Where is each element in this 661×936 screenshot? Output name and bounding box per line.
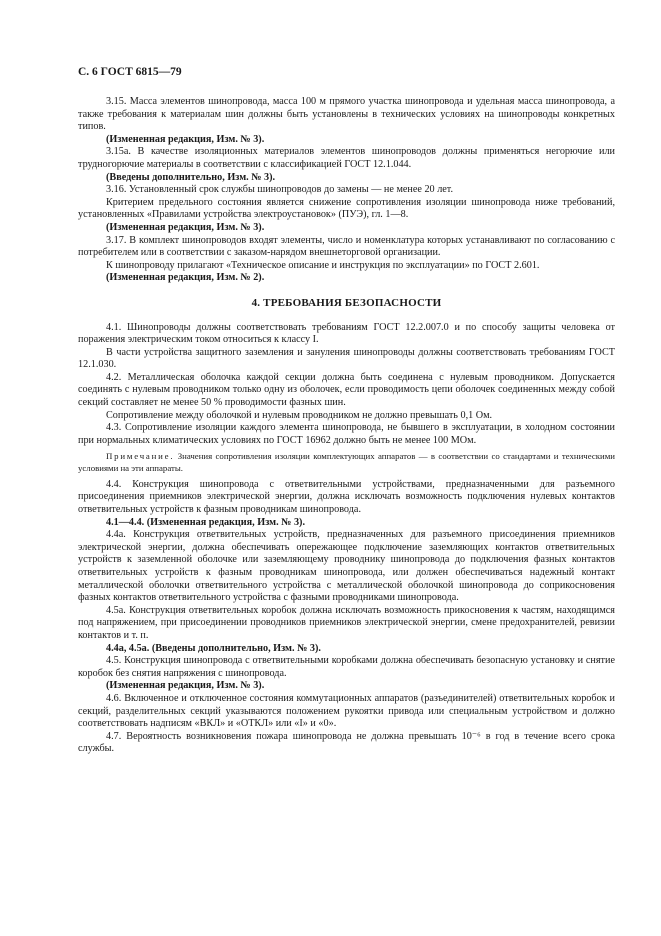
amendment-note: 4.4а, 4.5а. (Введены дополнительно, Изм. № 3). — [106, 642, 321, 654]
paragraph-4-6: 4.6. Включенное и отключенное состояния коммутационных аппаратов (разъединителей) ответвительных коробок и секций, разделительных секций указываются положением рукоятки привода или специальным устройством и должно соответствовать надписям «ВКЛ» и «ОТКЛ» или «I» и «0». — [78, 692, 615, 730]
paragraph-3-16: 3.16. Установленный срок службы шинопроводов до замены — не менее 20 лет. — [106, 184, 454, 196]
paragraph-4-1-grounding: В части устройства защитного заземления и зануления шинопроводы должны соответствовать требованиям ГОСТ 12.1.030. — [78, 346, 615, 371]
amendment-note: (Измененная редакция, Изм. № 3). — [106, 680, 265, 692]
paragraph-4-5a: 4.5а. Конструкция ответвительных коробок должна исключать возможность прикосновения к частям, находящимся под напряжением, при присоединении проводников приемников электрической энергии, смене предохранителей, ревизии контактов и т. п. — [78, 604, 615, 641]
paragraph-3-17-docs: К шинопроводу прилагают «Техническое описание и инструкция по эксплуатации» по ГОСТ 2.601. — [106, 259, 540, 271]
paragraph-4-2-resistance: Сопротивление между оболочкой и нулевым проводником не должно превышать 0,1 Ом. — [106, 409, 493, 421]
note — [78, 451, 615, 473]
paragraph-3-17: 3.17. В комплект шинопроводов входят элементы, число и номенклатура которых устанавливают по согласованию с потребителем или в соответствии с заказом-нарядом внешнеторговой организации. — [78, 234, 615, 259]
paragraph-4-7: 4.7. Вероятность возникновения пожара шинопровода не должна превышать 10⁻⁶ в год в течение всего срока службы. — [78, 730, 615, 755]
note-label: Примечание. — [106, 451, 175, 462]
paragraph-4-1: 4.1. Шинопроводы должны соответствовать требованиям ГОСТ 12.2.007.0 и по способу защиты человека от поражения электрическим током относиться к классу I. — [78, 321, 615, 346]
paragraph-4-4: 4.4. Конструкция шинопровода с ответвительными устройствами, предназначенными для разъемного присоединения приемников электрической энергии, должна исключать возможность подключения нулевых контактов ответвительных устройств к фазным проводникам шинопровода. — [78, 478, 615, 516]
note-text: Значения сопротивления изоляции комплектующих аппаратов — в соответствии со стандартами и техническими условиями на эти аппараты. — [78, 451, 615, 473]
amendment-note: 4.1—4.4. (Измененная редакция, Изм. № 3). — [106, 516, 305, 528]
paragraph-4-3: 4.3. Сопротивление изоляции каждого элемента шинопровода, не бывшего в эксплуатации, в холодном состоянии при нормальных климатических условиях по ГОСТ 16962 должно быть не менее 100 МОм. — [78, 422, 615, 446]
paragraph-3-16-criterion: Критерием предельного состояния является снижение сопротивления изоляции шинопровода ниже требований, установленных «Правилами устройства электроустановок» (ПУЭ), гл. 1—8. — [78, 196, 615, 221]
paragraph-3-15: 3.15. Масса элементов шинопровода, масса 100 м прямого участка шинопровода и удельная масса шинопровода, а также требования к материалам шин должны быть установлены в технических условиях на шинопроводы конкретных типов. — [78, 96, 615, 133]
amendment-note: (Измененная редакция, Изм. № 2). — [106, 272, 265, 284]
paragraph-4-5: 4.5. Конструкция шинопровода с ответвительными коробками должна обеспечивать безопасную установку и снятие коробок без снятия напряжения с шинопровода. — [78, 655, 615, 679]
amendment-note: (Измененная редакция, Изм. № 3). — [106, 221, 265, 233]
document-body — [78, 96, 615, 756]
section-title: 4. ТРЕБОВАНИЯ БЕЗОПАСНОСТИ — [251, 296, 442, 309]
paragraph-3-15a: 3.15а. В качестве изоляционных материалов элементов шинопроводов должны применяться негорючие или трудногорючие материалы в соответствии с классификацией ГОСТ 12.1.044. — [78, 146, 615, 170]
section-3-block — [78, 96, 615, 285]
section-4-block — [78, 322, 615, 756]
paragraph-4-2: 4.2. Металлическая оболочка каждой секции должна быть соединена с нулевым проводником. Допускается соединять с нулевым проводником только одну из оболочек, если проводимость цепи оболочек соединенных между собой секций составляет не менее 50 % проводимости фазных шин. — [78, 371, 615, 409]
page-header: С. 6 ГОСТ 6815—79 — [78, 66, 182, 78]
amendment-note: (Введены дополнительно, Изм. № 3). — [106, 171, 276, 183]
amendment-note: (Измененная редакция, Изм. № 3). — [106, 133, 265, 145]
paragraph-4-4a: 4.4а. Конструкция ответвительных устройств, предназначенных для разъемного присоединения приемников электрической энергии, должна обеспечивать опережающее подключение заземляющих контактов ответвительных устройств к заземленной оболочке или заземляющему проводнику шинопровода до подключения фазных контактов ответвительных устройств к фазным проводникам шинопровода, или должен обеспечиваться надежный контакт металлической оболочки ответвительного устройства с металлической оболочкой шинопровода до соприкосновения фазных контактов ответвительного устройства с фазными проводниками шинопровода. — [78, 529, 615, 604]
